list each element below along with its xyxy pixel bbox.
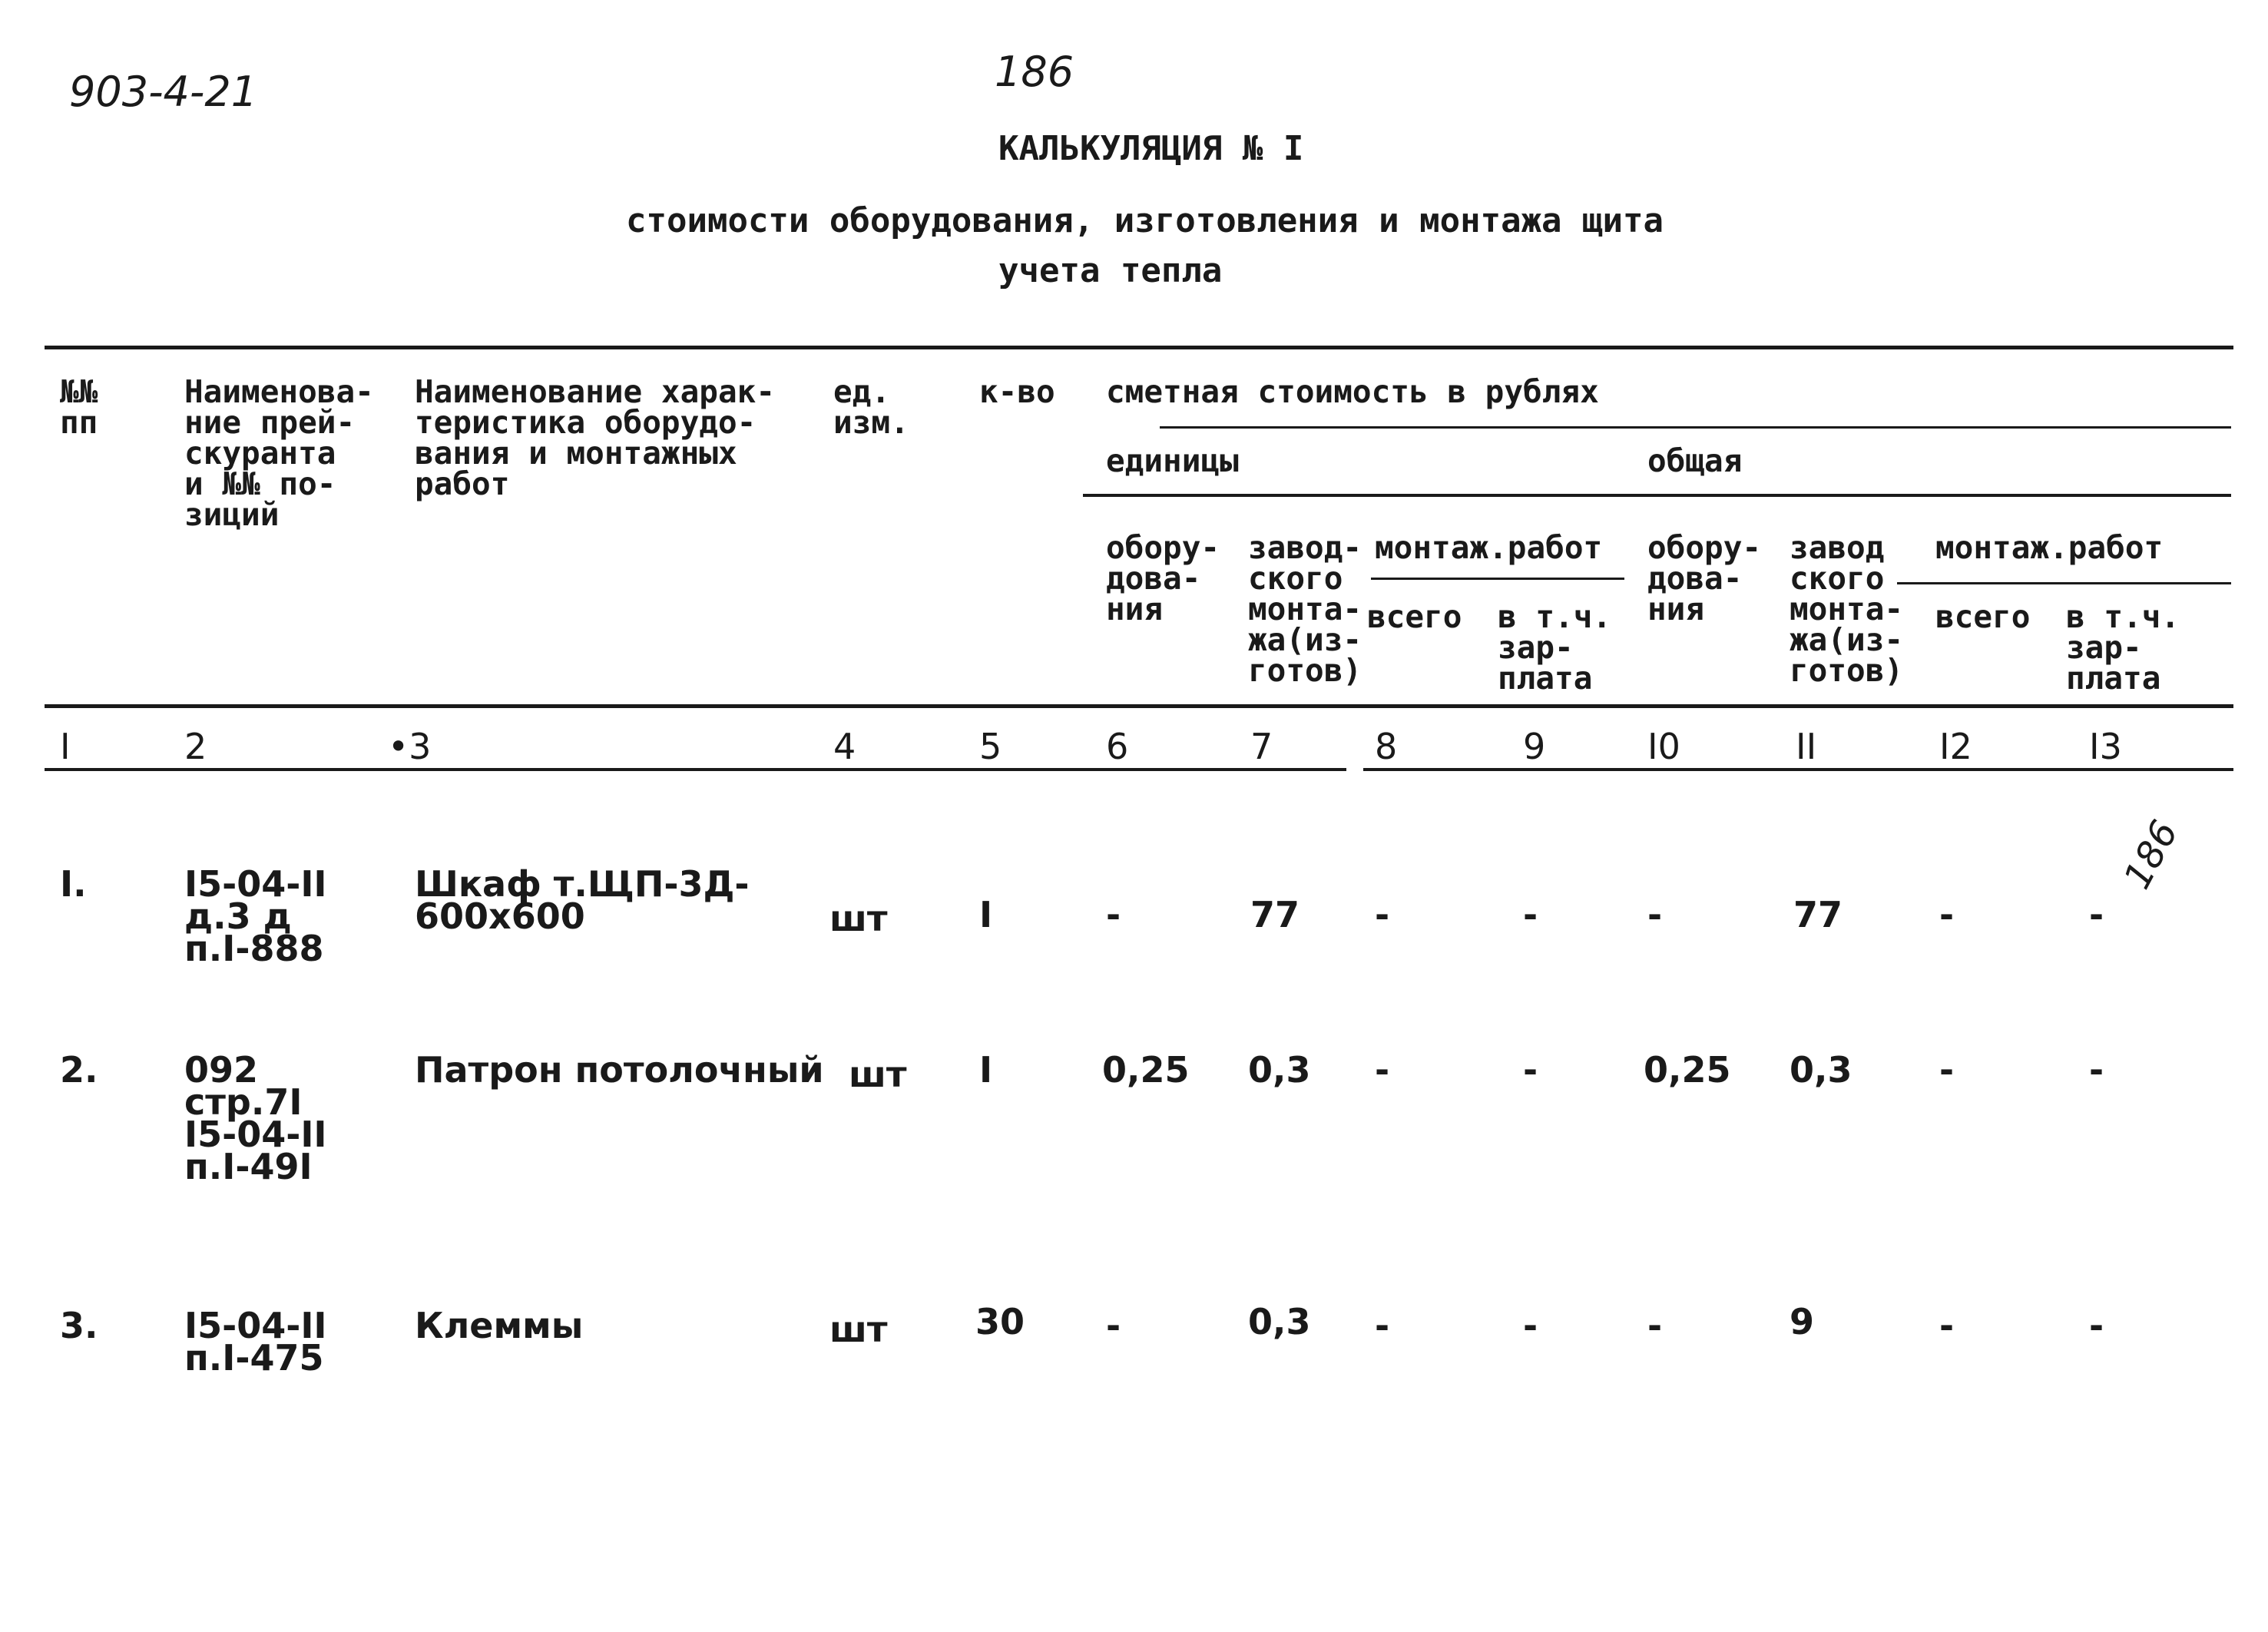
col-numbers-rule-right [1363,768,2233,771]
header-total-cost: общая [1647,442,1743,479]
row-3-qty: 30 [975,1301,1025,1342]
header-estimate: сметная стоимость в рублях [1106,373,1599,410]
row-2-name: Патрон потолочный [415,1049,824,1091]
document-title: КАЛЬКУЛЯЦИЯ № I [998,129,1304,168]
row-1-qty: I [979,894,993,935]
unit-total-underline [1083,494,2231,497]
col-number-8: 8 [1375,726,1398,767]
row-3-c9: - [1523,1305,1538,1346]
page-number: 186 [995,48,1074,96]
row-3-name: Клеммы [415,1305,584,1346]
col-number-5: 5 [979,726,1002,767]
row-3-c8: - [1375,1305,1390,1346]
col-number-1: I [60,726,71,767]
row-3-c11: 9 [1790,1301,1815,1342]
row-1-c13: - [2089,894,2104,935]
row-2-unit: шт [849,1054,907,1095]
header-unit-cost: единицы [1106,442,1239,479]
row-2-c12: - [1939,1049,1955,1091]
row-2-number: 2. [60,1049,98,1091]
row-1-c8: - [1375,894,1390,935]
header-quantity: к-во [979,373,1055,410]
col-number-4: 4 [833,726,856,767]
row-1-unit: шт [829,898,888,939]
header-all-total: всего [1935,598,2031,635]
mount-unit-underline [1371,578,1624,580]
row-2-c10: 0,25 [1644,1049,1731,1091]
row-3-c13: - [2089,1305,2104,1346]
col-number-9: 9 [1523,726,1546,767]
row-1-c11: 77 [1793,894,1843,935]
col-number-6: 6 [1106,726,1129,767]
row-1-c10: - [1647,894,1663,935]
header-mount-total: монтаж.работ [1935,529,2164,566]
row-1-c9: - [1523,894,1538,935]
row-2-code: 092 стр.7I I5-04-II п.I-49I [184,1049,327,1187]
header-name: Наименование харак- теристика оборудо- вания и монтажных работ [415,373,775,502]
table-top-rule [45,346,2233,349]
header-equip-total: обору- дова- ния [1647,529,1762,627]
mount-total-underline [1897,582,2231,584]
margin-stamp: 186 [2115,813,2187,896]
col-number-13: I3 [2089,726,2122,767]
row-3-unit: шт [829,1309,888,1350]
row-2-c8: - [1375,1049,1390,1091]
header-incl-wage-total: в т.ч. зар- плата [2066,598,2180,697]
row-1-name: Шкаф т.ЩП-3Д- 600х600 [415,863,750,937]
row-3-c7: 0,3 [1248,1301,1311,1342]
header-pricelist: Наименова- ние прей- скуранта и №№ по- зиций [184,373,374,533]
row-3-c10: - [1647,1305,1663,1346]
header-unit: ед. изм. [833,373,909,441]
row-2-qty: I [979,1049,993,1091]
header-factory-unit: завод- ского монта- жа(из- готов) [1248,529,1362,689]
document-code: 903-4-21 [69,68,258,116]
row-3-c6: - [1106,1305,1121,1346]
header-bottom-rule [45,704,2233,708]
estimate-underline [1160,426,2231,429]
col-number-7: 7 [1250,726,1273,767]
row-2-c9: - [1523,1049,1538,1091]
row-2-c11: 0,3 [1790,1049,1852,1091]
header-incl-wage-unit: в т.ч. зар- плата [1498,598,1612,697]
row-3-code: I5-04-II п.I-475 [184,1305,327,1379]
row-1-c6: - [1106,894,1121,935]
row-2-c7: 0,3 [1248,1049,1311,1091]
header-equip-unit: обору- дова- ния [1106,529,1220,627]
header-factory-total: завод ского монта- жа(из- готов) [1790,529,1904,689]
col-number-12: I2 [1939,726,1972,767]
subtitle-line-1: стоимости оборудования, изготовления и монтажа щита [626,201,1664,240]
col-number-3: •3 [388,726,432,767]
row-2-c13: - [2089,1049,2104,1091]
row-1-c12: - [1939,894,1955,935]
col-numbers-rule-left [45,768,1346,771]
header-mount-unit: монтаж.работ [1375,529,1603,566]
row-2-c6: 0,25 [1102,1049,1190,1091]
col-number-2: 2 [184,726,207,767]
row-3-number: 3. [60,1305,98,1346]
col-number-11: II [1796,726,1817,767]
row-1-c7: 77 [1250,894,1300,935]
col-number-10: I0 [1647,726,1680,767]
subtitle-line-2: учета тепла [998,251,1223,290]
row-1-number: I. [60,863,87,905]
header-all-unit: всего [1367,598,1462,635]
header-row-number: №№ пп [60,373,98,441]
row-1-code: I5-04-II д.3 д п.I-888 [184,863,327,969]
row-3-c12: - [1939,1305,1955,1346]
